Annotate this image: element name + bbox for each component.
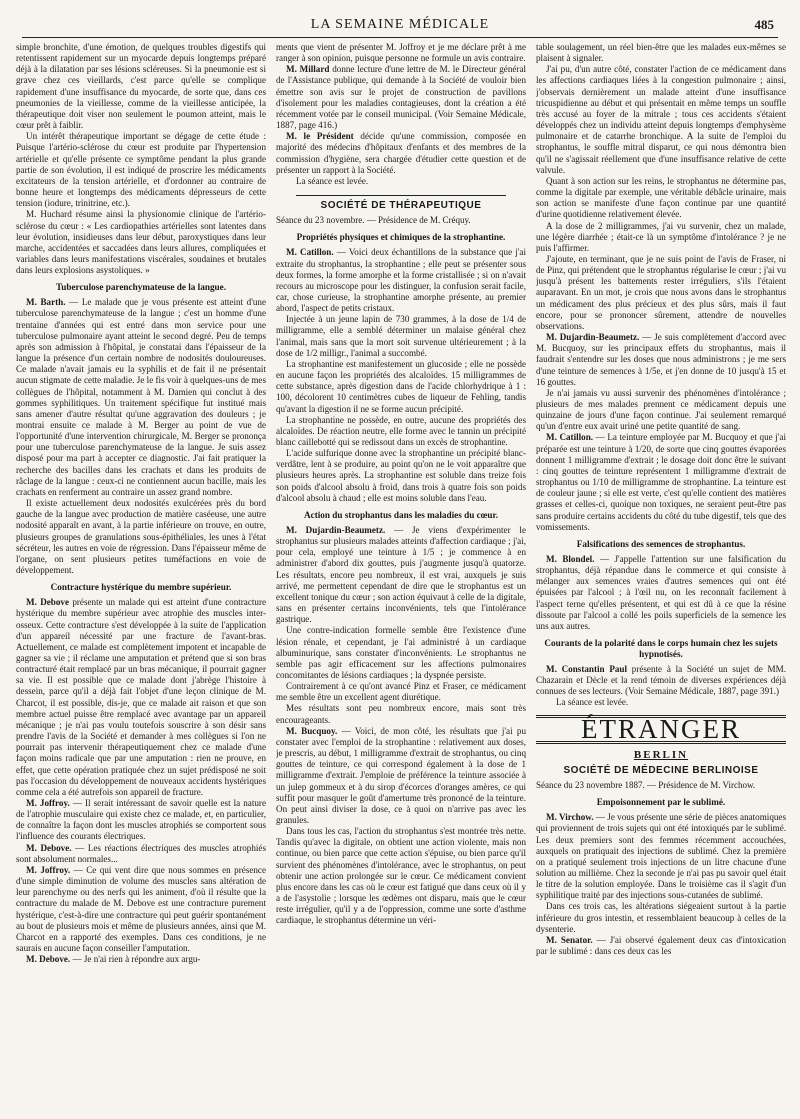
paragraph: table soulagement, un réel bien-être que les malades eux-mêmes se plaisent à signaler. [536,42,786,64]
speaker: M. Debove. [26,954,71,965]
speaker: M. Debove [26,597,69,608]
session-closed: La séance est levée. [556,697,629,708]
paragraph [276,247,526,314]
columns [16,42,786,1117]
speaker: M. le Président [286,131,354,142]
paragraph [536,554,786,632]
paragraph: Contrairement à ce qu'ont avancé Pinz et Fraser, ce médicament me semble être un excellent agent diurétique. [276,681,526,703]
paragraph [276,64,526,131]
paragraph [536,935,786,957]
paragraph [276,131,526,176]
city-heading: BERLIN [633,748,689,761]
section-heading: Tuberculose parenchymateuse de la langue. [55,282,227,293]
page-header [22,12,778,38]
speech: — Le malade que je vous présente est atteint d'une tuberculose parenchymateuse de la langue ; c'est un homme d'une trentaine d'années qui est entré dans mon service pour une tuberculose pulmonaire ayant atteint le second degré. Peu de temps après son admission à l'hôpital, je constatai dans l'épaisseur de la langue la présence d'un certain nombre de nodosités douloureuses. Ce malade n'avait jamais eu la syphilis et de fait il ne présentait aucun stigmate de cette maladie. Je le fis voir à quelques-uns de mes collègues de l'hôpital, notamment à M. Damien qui conclut à des gommes syphilitiques. Un traitement spécifique fut institué mais sans amener d'autre résultat qu'une aggravation des douleurs ; je montrai ensuite ce malade à M. Berger au point de vue de l'opportunité d'une intervention chirurgicale, M. Berger se prononça pour une tuberculose parenchymateuse de la langue. Je suis assez disposé pour ma part à accepter ce diagnostic. J'ai fait pratiquer la recherche des bacilles dans les crachats et dans les produits de râclage de la langue : ceux-ci ne contiennent aucun bacille, mais les crachats en renferment au contraire un assez grand nombre. [16,297,266,497]
column-1 [16,42,266,1117]
paragraph [16,597,266,798]
paragraph: Dans tous les cas, l'action du strophantus s'est montrée très nette. Tandis qu'avec la digitale, on obtient une action violente, mais non continue, ou bien parce que cette action s'épuise, ou bien parce qu'il survient des phénomènes d'intolérance, avec le strophantus, on peut obtenir une action prolongée sur le cœur. Ce médicament convient plus encore dans les cas où le cœur est fatigué que dans ceux où il y a de l'asystolie ; lorsque les œdèmes ont disparu, mais que le cœur reste irrégulier, qu'il y a de l'oppression, comme une sorte d'asthme cardiaque, le strophantus détermine un véri- [276,826,526,926]
paragraph: A la dose de 2 milligrammes, j'ai vu survenir, chez un malade, une légère diarrhée ; était-ce là un symptôme d'intolérance ? je ne puis l'affirmer. [536,220,786,253]
section-heading: Courants de la polarité dans le corps humain chez les sujets hypnotisés. [544,637,778,659]
speaker: M. Millard [286,64,330,75]
paragraph: M. Huchard résume ainsi la physionomie clinique de l'artério-sclérose du cœur : « Les cardiopathies artérielles sont latentes dans leur évolution, insidieuses dans leur début, paroxystiques dans leur marche, accidentées et saccadées dans leurs allures, compliquées et variables dans leurs manifestations viscérales, soudaines et brutales dans leurs explosions asystoliques. » [16,209,266,276]
speaker: M. Constantin Paul [546,663,628,674]
section-heading: Propriétés physiques et chimiques de la strophantine. [296,232,506,243]
speech: présente un malade qui est atteint d'une contracture hystérique du membre supérieur avec atrophie des muscles inter-osseux. Cette contracture s'est développée à la suite de l'application d'un appareil nécessité par une fracture de l'avant-bras. Actuellement, ce malade est complètement impotent et incapable de gagner sa vie ; il réclame une amputation et prétend que si son bras contracturé était remplacé par un bras mécanique, il pourrait gagner sa vie. Il est possible que ce malade dont j'abrège l'histoire à dessein, parce qu'il a déjà fait l'objet d'une leçon clinique de M. Charcot, il est possible, dis-je, que ce malade ait raison et que son membre actuel puisse être remplacé avec avantage par un appareil mécanique ; je n'ai pas voulu toutefois souscrire à son désir sans prendre l'avis de la Société et demander à mes collègues si l'on ne pourrait pas intervenir thérapeutiquement chez ce malade d'une façon moins radicale que par une amputation : rien ne prouve, en effet, que cette opération pratiquée chez un sujet prédisposé ne soit pas l'occasion du développement de nouveaux accidents hystériques comme cela a été autrefois son appareil de fracture. [16,597,266,797]
paragraph: Injectée à un jeune lapin de 730 grammes, à la dose de 1/4 de milligramme, elle a semblé déterminer un malaise général chez l'animal, mais sans que la mort soit survenue ultérieurement ; à la dose de 1/2 milligr., l'animal a succombé. [276,314,526,358]
paragraph [276,525,526,625]
paragraph [16,798,266,843]
speaker: M. Joffroy. [26,864,71,875]
paragraph: J'ai pu, d'un autre côté, constater l'action de ce médicament dans les affections cardiaques liées à la congestion pulmonaire ; ainsi, j'observais dernièrement un malade atteint d'une insuffisance tricuspidienne au début et qui présentait en même temps un souffle très accusé au foyer de la mitrale ; tous ces accidents s'étaient développés chez un individu atteint depuis longtemps d'emphysème pulmonaire et de catarrhe bronchique. A la suite de l'emploi du strophantus, le souffle mitral disparut, ce qui nous démontra bien qu'il ne s'agissait réellement que d'une insuffisance relative de cette valvule. [536,64,786,175]
paragraph: Une contre-indication formelle semble être l'existence d'une lésion rénale, et cependant, je l'ai administré à un cardiaque albuminurique, sans constater d'inconvénients. Le strophantus ne semble pas agir efficacement sur les affections pulmonaires concomitantes de lésions cardiaques ; la dyspnée persiste. [276,625,526,680]
paragraph: simple bronchite, d'une émotion, de quelques troubles digestifs qui retentissent rapidement sur un myocarde depuis longtemps préparé déjà à la dilatation par ses lésions scléreuses. Si la pneumonie est si grave chez ces vieillards, c'est parce qu'elle se complique rapidement d'une insuffisance du myocarde, de sorte que, dans ces pneumonies de la vieillesse, comme de la vieillesse anticipée, la thérapeutique doit viser non seulement le poumon atteint, mais le cœur prêt à faiblir. [16,42,266,131]
paragraph: L'acide sulfurique donne avec la strophantine un précipité blanc-verdâtre, lent à se produire, au point qu'on ne le voit apparaître que plusieurs heures après. La strophantine est soluble dans treize fois son poids d'alcool absolu à froid, dans trois à quatre fois son poids d'alcool absolu à chaud ; elle est moins soluble dans l'eau. [276,448,526,503]
speaker: M. Joffroy. [26,798,70,808]
session-info: Séance du 23 novembre 1887. — Présidence de M. Virchow. [536,780,756,791]
paragraph [276,726,526,826]
speaker: M. Dujardin-Beaumetz. [286,524,386,535]
foreign-section-title: ÉTRANGER [581,713,741,744]
paragraph [536,812,786,901]
section-heading: Contracture hystérique du membre supérieur. [50,582,232,593]
speaker: M. Virchow. [546,812,594,823]
speech: — Il serait intéressant de savoir quelle est la nature de l'atrophie musculaire qui existe chez ce malade, et, en particulier, de connaître la façon dont les muscles atrophiés se comportent sous l'influence des courants électriques. [16,798,266,842]
paragraph: Dans ces trois cas, les altérations siégeaient surtout à la partie inférieure du gros intestin, et ressemblaient beaucoup à celles de la dysenterie. [536,901,786,934]
speech: — Je n'ai rien à répondre aux argu- [70,954,201,965]
session-info: Séance du 23 novembre. — Présidence de M. Créquy. [276,215,471,226]
column-2 [276,42,526,1117]
divider [296,195,506,196]
paragraph [536,664,786,697]
speech: présente à la Société un sujet de MM. Chazarain et Dècle et la rend témoin de diverses expériences déjà connues de ses lecteurs. (Voir Semaine Médicale, 1887, page 391.) [536,663,786,697]
speaker: M. Blondel. [546,553,595,564]
journal-title: LA SEMAINE MÉDICALE [310,17,490,32]
section-heading: Falsifications des semences de strophantus. [576,538,746,549]
speaker: M. Debove. [26,842,72,853]
paragraph: Un intérêt thérapeutique important se dégage de cette étude : Puisque l'artério-sclérose du cœur est produite par l'hypertension artérielle et qu'elle présente ce symptôme pendant la plus grande partie de son évolution, il est indiqué de proscrire les médicaments excitateurs de la tension artérielle, et d'ordonner au contraire de bonne heure et longtemps des médicaments dépresseurs de cette tension (iodure, trinitrine, etc.). [16,131,266,209]
session-closed: La séance est levée. [296,175,369,186]
speech: — Les réactions électriques des muscles atrophiés sont absolument normales... [16,842,266,864]
speech: — Je viens d'expérimenter le strophantus sur plusieurs malades atteints d'affection cardiaque ; j'ai, pour cela, employé une teinture à 1/5 ; je commence à en administrer d'abord dix gouttes, puis j'augmente jusqu'à quatorze. Les résultats, encore peu nombreux, il est vrai, auxquels je suis arrivé, me permettent cependant de dire que le strophantus est un excellent tonique du cœur ; son action équivaut à celle de la digitale, sans en présenter certains inconvénients, tels que l'intolérance gastrique. [276,524,526,625]
paragraph: La strophantine est manifestement un glucoside ; elle ne possède en aucune façon les propriétés des alcaloïdes. 15 milligrammes de cette substance, après digestion dans de l'acide chlorhydrique à 1 : 100, décolorent 10 centimètres cubes de liqueur de Fehling, tandis qu'avant la digestion il ne se forme aucun précipité. [276,358,526,414]
paragraph [536,332,786,388]
speaker: M. Catillon. [546,432,594,443]
paragraph [536,432,786,532]
speech: — Voici deux échantillons de la substance que j'ai extraite du strophantus, la strophantine ; elle peut se présenter sous deux formes, la forme amorphe et la forme cristallisée ; si on n'avait recours au microscope pour les distinguer, la confusion serait facile, car, chose curieuse, la strophantine amorphe présente, au premier abord, l'aspect de petits cristaux. [276,247,526,314]
speech: — Je vous présente une série de pièces anatomiques qui proviennent de trois sujets qui ont été intoxiqués par le sublimé. Les deux premiers sont des femmes récemment accouchées, auxquels on pratiquait des injections de sublimé. Chez la première on a pratiqué seulement trois injections de un litre chacune d'une solution au millième. Chez la seconde je n'ai pas pu savoir quel était le titre de la solution employée. Dans le troisième cas il s'agit d'un syphilitique traité par des injections sous-cutanées de sublimé. [536,812,786,901]
section-heading: Action du strophantus dans les maladies du cœur. [303,509,498,520]
page-number: 485 [754,17,774,32]
paragraph: La strophantine ne possède, en outre, aucune des propriétés des alcaloïdes. De réaction neutre, elle forme avec le tannin un précipité blanc caillebotté qui se redissout dans un excès de strophantine. [276,414,526,447]
speech: — Voici, de mon côté, les résultats que j'ai pu constater avec l'emploi de la strophantine : relativement aux doses, je prescris, au début, 1 milligramme d'extrait de strophantus, ou cinq gouttes de teinture, ce qui correspond également à la dose de 1 milligramme d'extrait. J'emploie de préférence la teinture associée à un julep gommeux et à du sirop d'écorces d'oranges amères, ce qui suffit pour masquer le goût d'amertume très prononcé de la teinture. On peut ainsi diviser la dose, ce à quoi on n'arrive pas avec les granules. [276,725,526,825]
section-heading: Empoisonnement par le sublimé. [596,797,726,808]
paragraph [16,954,266,965]
speaker: M. Dujardin-Beaumetz. [546,332,640,343]
speaker: M. Bucquoy. [286,725,338,736]
paragraph: J'ajoute, en terminant, que je ne suis point de l'avis de Fraser, ni de Pinz, qui prétendent que le strophantus régularise le cœur ; j'ai vu jusqu'à présent les battements rester irréguliers, s'ils l'étaient auparavant. En un mot, je crois que nous avons dans le strophantus un médicament des plus précieux et des plus sûrs, mais il faut encore, pour se prononcer sûrement, attendre de nouvelles observations. [536,253,786,331]
speech: — La teinture employée par M. Bucquoy et que j'ai préparée est une teinture à 1/20, de sorte que cinq gouttes évaporées donnent 1 milligramme d'extrait ; le dosage doit donc être le suivant : cinq gouttes de teinture représentent 1 milligramme d'extrait de strophantus ou 1/10 de milligramme de strophantine. La teinture est de couleur jaune ; si elle est verte, c'est qu'elle contient des matières grasses et celles-ci, quoique non toxiques, ne seraient peut-être pas sans produire certains accidents du côté du tube digestif, tels que des vomissements. [536,432,786,532]
column-3 [536,42,786,1117]
speech: — J'ai observé également deux cas d'intoxication par le sublimé : dans ces deux cas les [536,934,786,957]
speaker: M. Catillon. [286,247,334,258]
speaker: M. Senator. [546,934,593,945]
speech: — Ce qui vent dire que nous sommes en présence d'une simple diminution de volume des muscles sans altération de leur parenchyme ou des nerfs qui les animent, d'où il résulte que la contracture du malade de M. Debove est une contracture purement hystérique, c'est-à-dire une contracture qui peut guérir spontanément au bout de plusieurs mois et même de plusieurs années, ainsi que M. Charcot en a rapporté des exemples. Dans ces conditions, je ne saurais en aucune façon conseiller l'amputation. [16,864,266,954]
society-heading: SOCIÉTÉ DE MÉDECINE BERLINOISE [563,764,759,776]
society-heading: SOCIÉTÉ DE THÉRAPEUTIQUE [320,200,482,212]
paragraph: Je n'ai jamais vu aussi survenir des phénomènes d'intolérance ; plusieurs de mes malades prennent ce médicament depuis une quinzaine de jours d'une façon continue. J'ai seulement remarqué qu'un d'entre eux avait uriné une petite quantité de sang. [536,387,786,432]
speech: — J'appelle l'attention sur une falsification du strophantus, déjà répandue dans le commerce et qui consiste à mélanger aux semences vraies d'autres semences qui ont été épuisées par l'alcool ; à l'œil nu, on les reconnaît facilement à l'aspect terne qu'elles présentent, et qui est dû à ce que la résine dissoute par l'alcool a collé les poils superficiels de la semence les uns aux autres. [536,553,786,631]
paragraph [16,297,266,498]
speaker: M. Barth. [26,297,66,308]
speech: décide qu'une commission, composée en majorité des médecins d'hôpitaux d'enfants et des membres de la commission d'hygiène, sera chargée d'étudier cette question et de présenter un rapport à la Société. [276,131,526,175]
speech: donne lecture d'une lettre de M. le Directeur général de l'Assistance publique, qui demande à la Société de vouloir bien émettre son avis sur le projet de construction de pavillons d'isolement pour les maladies contagieuses, dont la création a été récemment votée par le conseil municipal. (Voir Semaine Médicale, 1887, page 416.) [276,64,526,131]
paragraph [16,843,266,865]
paragraph: Quant à son action sur les reins, le strophantus ne détermine pas, comme la digitale par exemple, une véritable débâcle urinaire, mais son action se manifeste d'une façon continue par une quantité d'urine quotidienne relativement élevée. [536,175,786,220]
paragraph: ments que vient de présenter M. Joffroy et je me déclare prêt à me ranger à son opinion, puisque personne ne formule un avis contraire. [276,42,526,64]
paragraph: Il existe actuellement deux nodosités exulcérées près du bord gauche de la langue avec production de matière caséeuse, une autre nodosité apparaît en avant, à la partie inférieure on trouve, en outre, plusieurs groupes de granulations sous-épithéliales, les unes à l'état sécréteur, les autres en voie de régression. Dans l'épaisseur même de l'organe, on sent plusieurs petites tuméfactions en voie de développement. [16,498,266,576]
speech: — Je suis complètement d'accord avec M. Bucquoy, sur les principaux effets du strophantus, mais il faudrait s'entendre sur les doses que nous administrons ; je me sers d'une teinture de semences à 1/5e, et j'en donne de 10 jusqu'à 15 et 16 gouttes. [536,332,786,387]
paragraph: Mes résultats sont peu nombreux encore, mais sont très encourageants. [276,703,526,725]
paragraph [16,865,266,954]
